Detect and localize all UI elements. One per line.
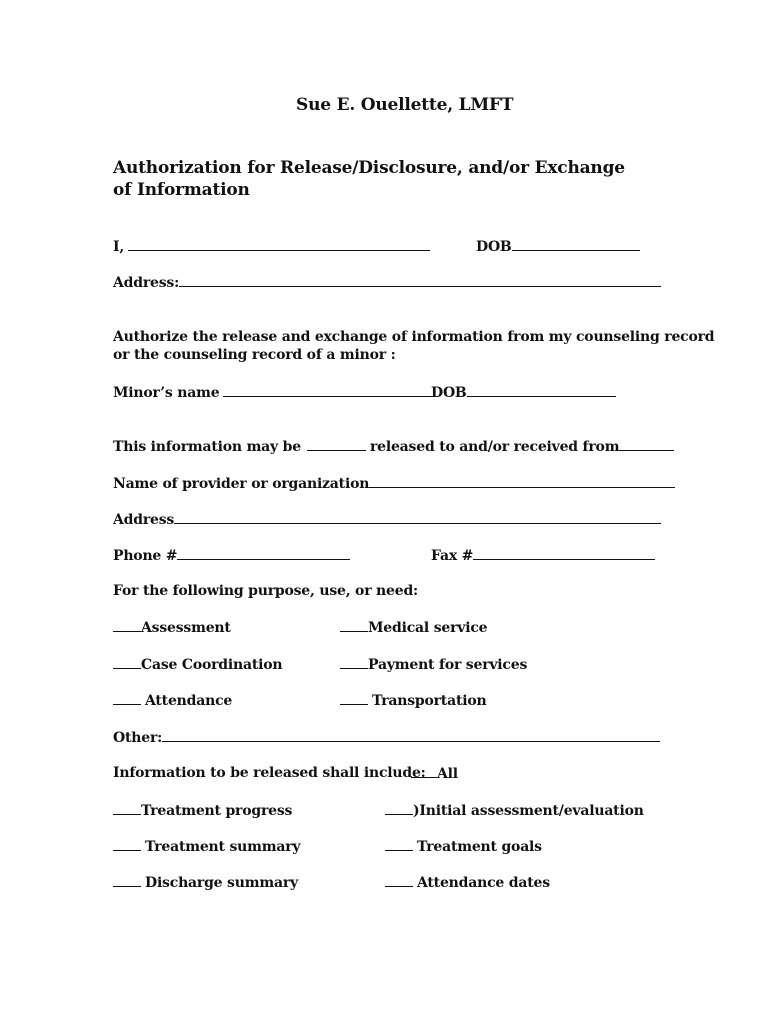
address-label: Address: — [113, 275, 180, 291]
purpose-attendance — [113, 691, 232, 710]
provider-address-label: Address — [113, 512, 175, 528]
discharge-summary-label: Discharge summary — [145, 875, 298, 891]
purpose-payment — [340, 655, 527, 674]
include-treatment-goals — [385, 837, 542, 856]
case-coord-label: Case Coordination — [141, 657, 283, 673]
include-initial-assessment — [385, 801, 644, 820]
treatment-goals-blank[interactable] — [385, 837, 413, 851]
provider-label: Name of provider or organization — [113, 476, 370, 492]
payment-label: Payment for services — [368, 657, 528, 673]
include-all — [411, 764, 458, 783]
treatment-progress-label: Treatment progress — [141, 803, 293, 819]
assessment-label: Assessment — [141, 620, 231, 636]
fax-row — [431, 546, 655, 565]
treatment-summary-label: Treatment summary — [145, 839, 301, 855]
name-row — [113, 237, 430, 256]
minor-name-blank[interactable] — [223, 383, 435, 397]
other-row — [113, 728, 660, 747]
release-direction-row — [113, 437, 674, 456]
minor-dob-label: DOB — [431, 385, 467, 401]
form-title: Authorization for Release/Disclosure, and/or Exchange of Information — [113, 158, 625, 200]
provider-address-row — [113, 510, 661, 529]
transportation-checkbox-blank[interactable] — [340, 691, 368, 705]
attendance-checkbox-blank[interactable] — [113, 691, 141, 705]
provider-address-blank[interactable] — [174, 510, 661, 524]
provider-name: Sue E. Ouellette, LMFT — [296, 95, 514, 115]
dob-blank[interactable] — [512, 237, 640, 251]
address-blank[interactable] — [179, 273, 661, 287]
phone-row — [113, 546, 350, 565]
i-label: I, — [113, 239, 125, 255]
phone-label: Phone # — [113, 548, 178, 564]
treatment-goals-label: Treatment goals — [417, 839, 542, 855]
initial-assessment-label: )Initial assessment/evaluation — [413, 803, 644, 819]
purpose-assessment — [113, 618, 231, 637]
include-treatment-summary — [113, 837, 300, 856]
medical-checkbox-blank[interactable] — [340, 618, 368, 632]
authorize-text-line2: or the counseling record of a minor : — [113, 347, 396, 363]
include-treatment-progress — [113, 801, 292, 820]
provider-row — [113, 474, 675, 493]
treatment-summary-blank[interactable] — [113, 837, 141, 851]
all-label: All — [437, 766, 458, 782]
address-row — [113, 273, 661, 292]
initial-assessment-blank[interactable] — [385, 801, 413, 815]
fax-blank[interactable] — [473, 546, 655, 560]
received-blank[interactable] — [619, 437, 674, 451]
include-attendance-dates — [385, 873, 550, 892]
minor-dob-blank[interactable] — [467, 383, 616, 397]
info-may-be-label: This information may be — [113, 439, 301, 455]
name-blank[interactable] — [128, 237, 430, 251]
release-blank[interactable] — [307, 437, 366, 451]
fax-label: Fax # — [431, 548, 474, 564]
purpose-case-coordination — [113, 655, 282, 674]
minor-name-row — [113, 383, 435, 402]
discharge-summary-blank[interactable] — [113, 873, 141, 887]
authorize-text-line1: Authorize the release and exchange of information from my counseling record — [113, 329, 715, 345]
payment-checkbox-blank[interactable] — [340, 655, 368, 669]
released-to-label: released to and/or received from — [369, 439, 620, 455]
dob-row — [476, 237, 640, 256]
dob-label: DOB — [476, 239, 512, 255]
medical-label: Medical service — [368, 620, 488, 636]
minor-name-label: Minor’s name — [113, 385, 220, 401]
include-discharge-summary — [113, 873, 298, 892]
purpose-transportation — [340, 691, 486, 710]
purpose-label: For the following purpose, use, or need: — [113, 583, 418, 599]
all-checkbox-blank[interactable] — [411, 764, 437, 778]
include-label: Information to be released shall include: — [113, 765, 426, 781]
attendance-label: Attendance — [145, 693, 233, 709]
minor-dob-row — [431, 383, 616, 402]
attendance-dates-blank[interactable] — [385, 873, 413, 887]
transportation-label: Transportation — [372, 693, 487, 709]
phone-blank[interactable] — [177, 546, 350, 560]
other-blank[interactable] — [162, 728, 660, 742]
assessment-checkbox-blank[interactable] — [113, 618, 141, 632]
case-coord-checkbox-blank[interactable] — [113, 655, 141, 669]
treatment-progress-blank[interactable] — [113, 801, 141, 815]
provider-blank[interactable] — [369, 474, 675, 488]
purpose-medical — [340, 618, 487, 637]
other-label: Other: — [113, 730, 163, 746]
attendance-dates-label: Attendance dates — [417, 875, 550, 891]
